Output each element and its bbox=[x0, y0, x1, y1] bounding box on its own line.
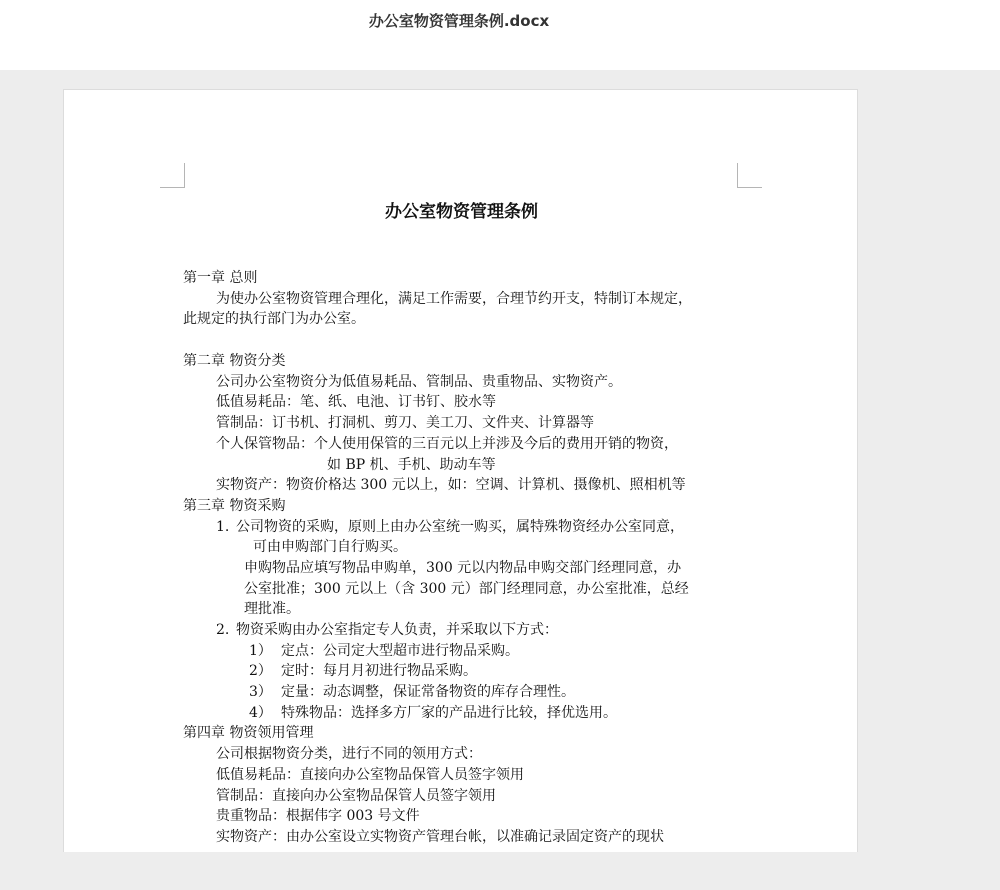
paragraph-line: 此规定的执行部门为办公室。 bbox=[183, 311, 365, 328]
sub-list-item bbox=[183, 703, 743, 724]
paragraph-line: 实物资产：由办公室设立实物资产管理台帐，以准确记录固定资产的现状 bbox=[216, 828, 664, 845]
list-text: 定时：每月月初进行物品采购。 bbox=[281, 663, 477, 680]
document-heading: 办公室物资管理条例 bbox=[385, 202, 538, 222]
list-text: 公司物资的采购，原则上由办公室统一购买，属特殊物资经办公室同意， bbox=[236, 518, 684, 535]
chapter-1-title: 第一章 总则 bbox=[183, 270, 258, 286]
list-item bbox=[183, 517, 743, 538]
paragraph-line: 理批准。 bbox=[244, 601, 300, 618]
document-page[interactable] bbox=[63, 89, 858, 889]
list-number: 2. bbox=[216, 622, 230, 638]
sub-list-item bbox=[183, 682, 743, 703]
paragraph-line: 管制品：直接向办公室物品保管人员签字领用 bbox=[216, 787, 496, 804]
chapter-2-title: 第二章 物资分类 bbox=[183, 353, 286, 370]
margin-corner-top-left bbox=[160, 163, 185, 188]
list-text: 定量：动态调整，保证常备物资的库存合理性。 bbox=[281, 684, 575, 701]
paragraph-line: 可由申购部门自行购买。 bbox=[253, 539, 407, 556]
margin-corner-top-right bbox=[737, 163, 762, 188]
paragraph-line: 个人保管物品：个人使用保管的三百元以上并涉及今后的费用开销的物资， bbox=[216, 435, 678, 452]
chapter-4-title: 第四章 物资领用管理 bbox=[183, 725, 314, 742]
list-number: 1） bbox=[249, 642, 272, 659]
paragraph-line: 公司办公室物资分为低值易耗品、管制品、贵重物品、实物资产。 bbox=[216, 373, 622, 390]
chapter-3-title: 第三章 物资采购 bbox=[183, 497, 286, 514]
paragraph-line: 为使办公室物资管理合理化，满足工作需要，合理节约开支，特制订本规定， bbox=[216, 290, 692, 307]
title-bar bbox=[0, 0, 1000, 70]
paragraph-line: 低值易耗品：笔、纸、电池、订书钉、胶水等 bbox=[216, 394, 496, 411]
document-body bbox=[183, 268, 743, 848]
paragraph-line: 实物资产：物资价格达 300 元以上，如：空调、计算机、摄像机、照相机等 bbox=[216, 477, 686, 494]
list-number: 2） bbox=[249, 663, 272, 680]
paragraph-line: 管制品：订书机、打洞机、剪刀、美工刀、文件夹、计算器等 bbox=[216, 415, 594, 432]
file-title: 办公室物资管理条例.docx bbox=[368, 12, 550, 30]
list-number: 4） bbox=[249, 704, 272, 721]
list-text: 物资采购由办公室指定专人负责，并采取以下方式： bbox=[236, 622, 558, 638]
paragraph-line: 公司根据物资分类，进行不同的领用方式： bbox=[216, 746, 482, 763]
paragraph-line: 公室批准；300 元以上（含 300 元）部门经理同意，办公室批准，总经 bbox=[244, 580, 689, 597]
sub-list-item bbox=[183, 661, 743, 682]
sub-list-item bbox=[183, 641, 743, 662]
paragraph-line: 如 BP 机、手机、助动车等 bbox=[327, 456, 496, 473]
paragraph-line: 低值易耗品：直接向办公室物品保管人员签字领用 bbox=[216, 766, 524, 783]
list-text: 特殊物品：选择多方厂家的产品进行比较，择优选用。 bbox=[281, 704, 617, 721]
list-number: 3） bbox=[249, 684, 272, 701]
list-item bbox=[183, 620, 743, 641]
list-number: 1. bbox=[216, 518, 230, 535]
paragraph-line: 贵重物品：根据伟字 003 号文件 bbox=[216, 808, 420, 825]
blank-line bbox=[183, 330, 743, 351]
list-text: 定点：公司定大型超市进行物品采购。 bbox=[281, 642, 519, 659]
paragraph-line: 申购物品应填写物品申购单，300 元以内物品申购交部门经理同意，办 bbox=[244, 559, 682, 576]
bottom-bar bbox=[0, 852, 1000, 890]
